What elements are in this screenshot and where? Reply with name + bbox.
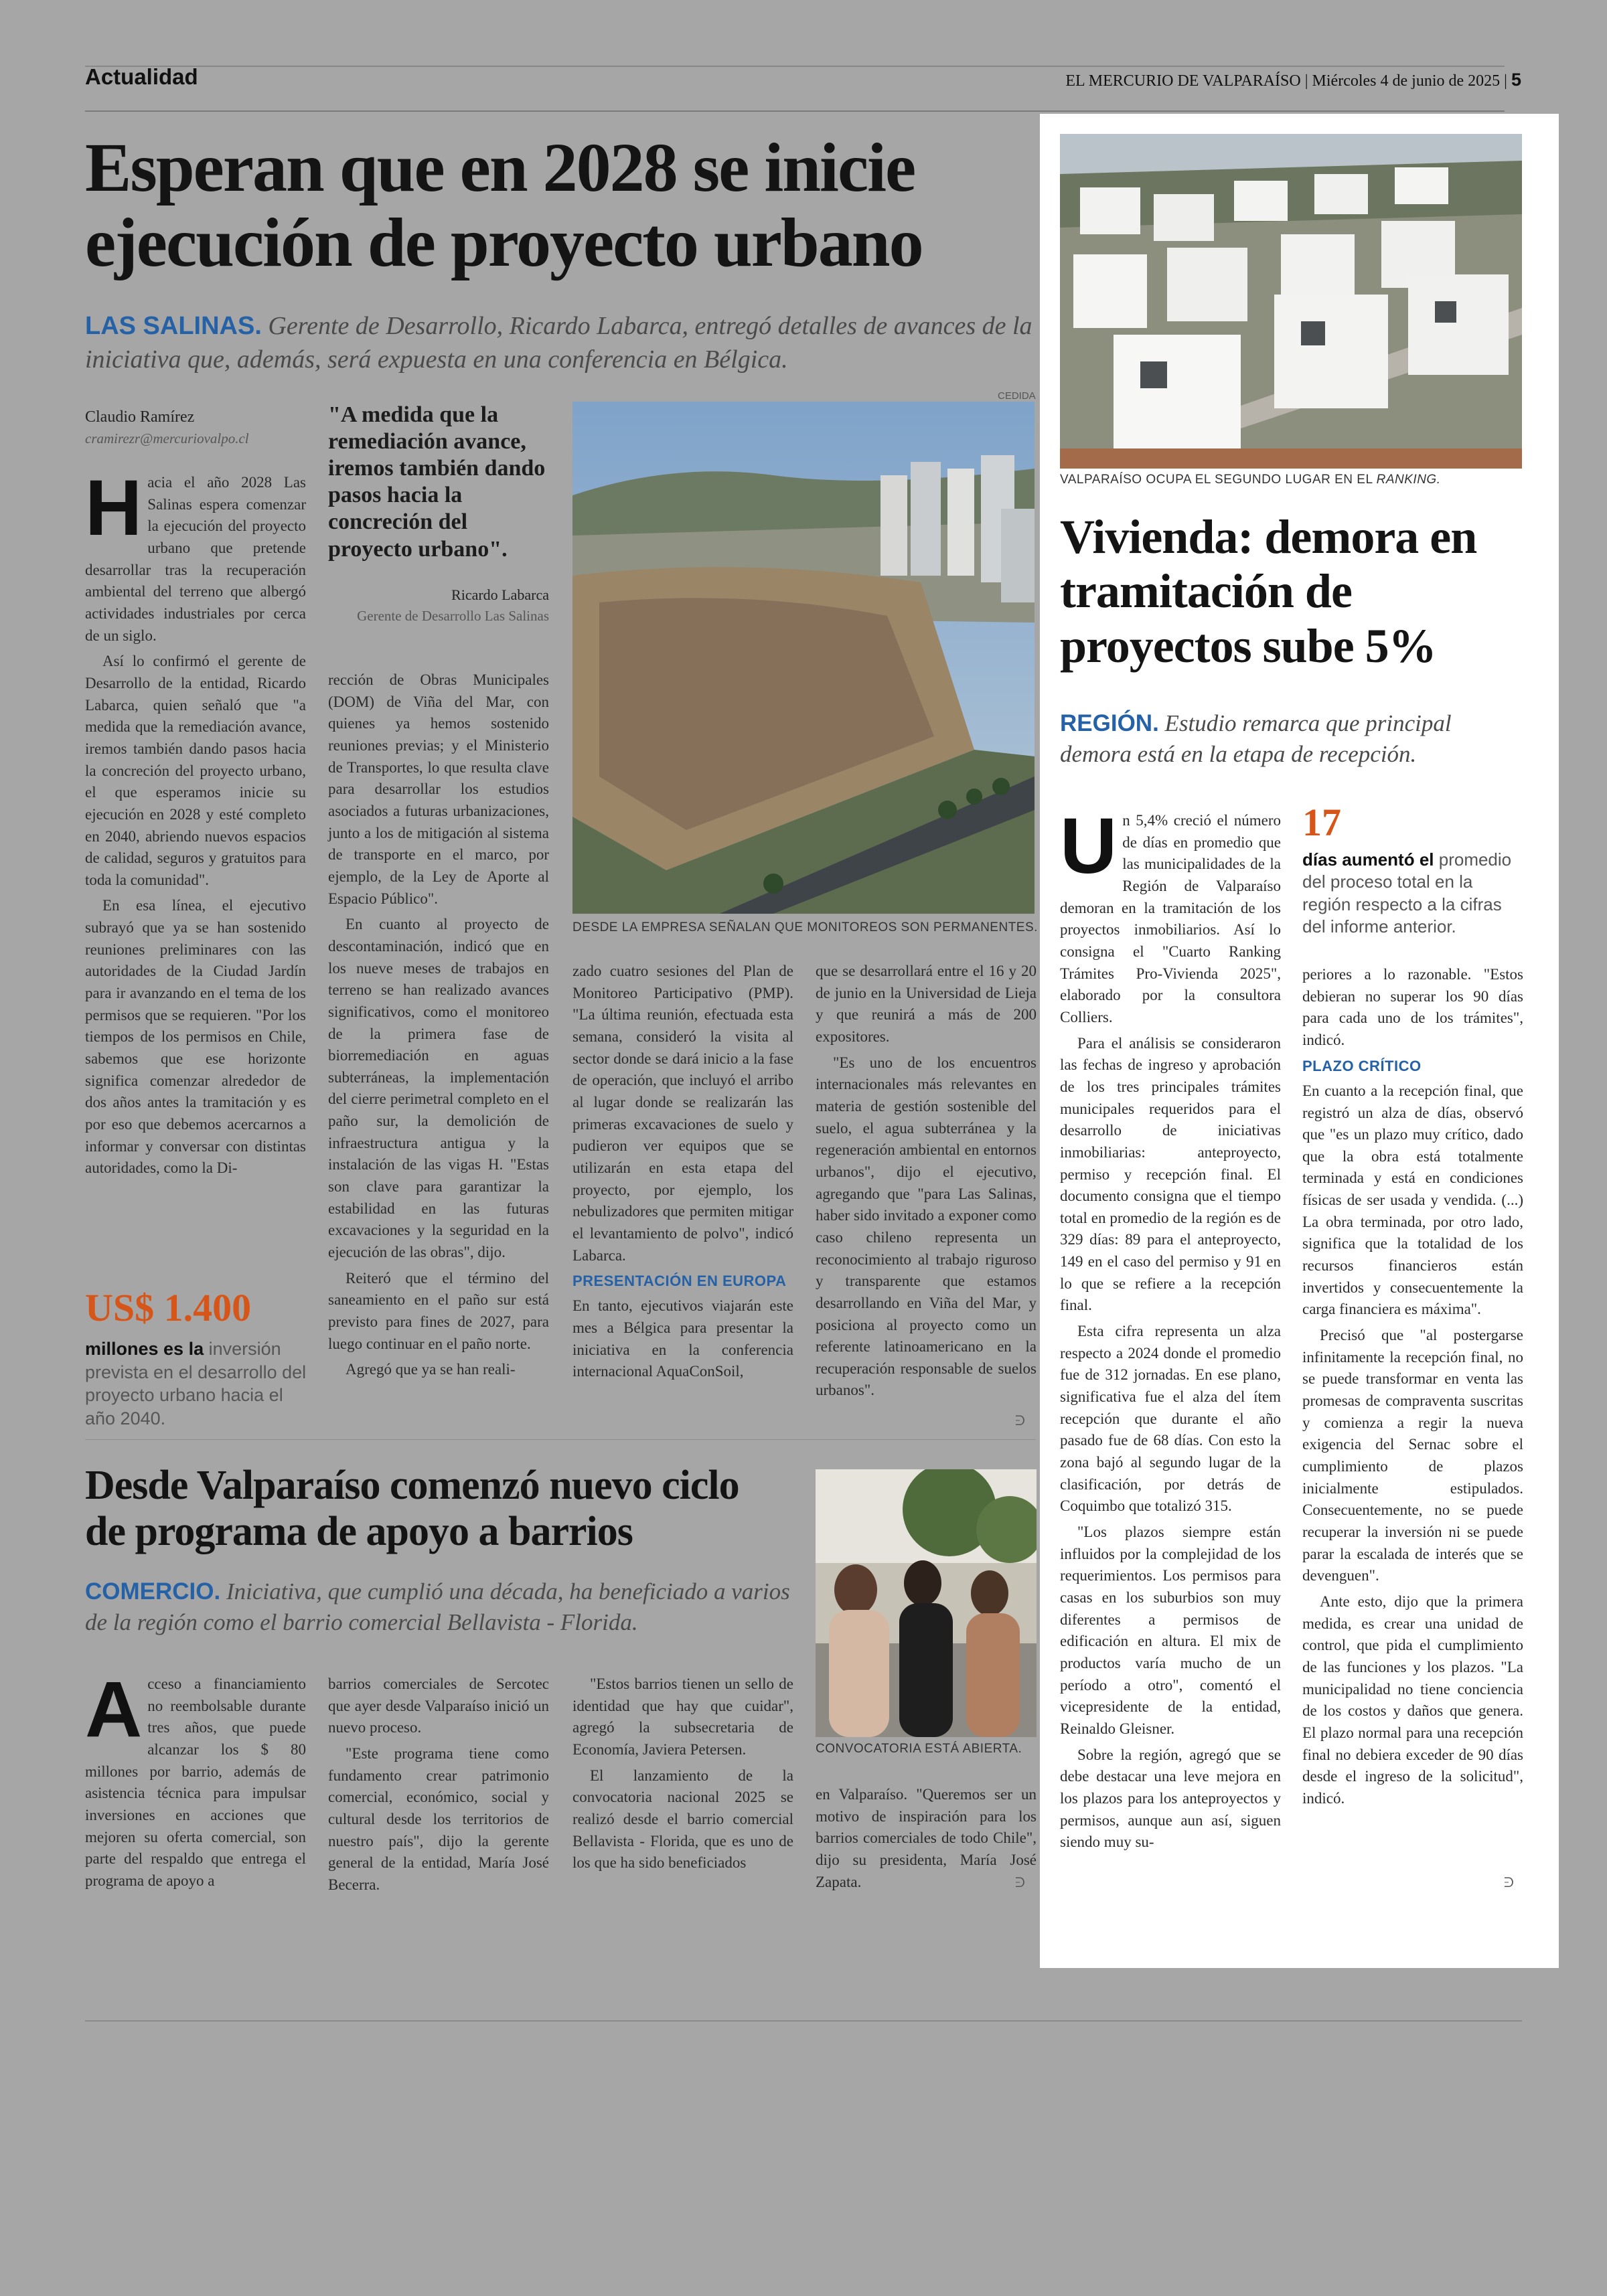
paragraph: acia el año 2028 Las Salinas espera comenzar la ejecución del proyecto urbano que pretende desarrollar tras la recuperación ambiental del terreno que albergó actividades industriales por cerca de un siglo. [85, 474, 306, 644]
side-headline: Vivienda: demora en tramitación de proyectos sube 5% [1060, 510, 1477, 673]
byline-email: cramirezr@mercuriovalpo.cl [85, 430, 249, 446]
street-photo-caption: CONVOCATORIA ESTÁ ABIERTA. [816, 1742, 1022, 1756]
aerial-photo-caption: DESDE LA EMPRESA SEÑALAN QUE MONITOREOS SON PERMANENTES. [572, 920, 1038, 934]
drop-cap: H [85, 464, 143, 552]
paragraph: zado cuatro sesiones del Plan de Monitoreo Participativo (PMP). "La última reunión, efectuada esta semana, consideró la visita al sector donde se dará inicio a la fase de operación, que incluyó el arribo al lugar donde se realizarán las primeras excavaciones de suelo y pudieron ver equipos que se utilizarán en esta etapa del proyecto, por ejemplo, los nebulizadores que permiten mitigar el levantamiento de polvo", indicó Labarca. [572, 963, 793, 1264]
paragraph: que se desarrollará entre el 16 y 20 de junio en la Universidad de Lieja y que reunirá a más de 200 expositores. [816, 963, 1037, 1045]
main-headline: Esperan que en 2028 se inicie ejecución de proyecto urbano [85, 129, 923, 282]
side-column-2 [1302, 964, 1523, 1814]
paragraph: Ante esto, dijo que la primera medida, es crear una unidad de control, que pida el cumplimiento de las funciones y los plazos. "La municipalidad no tiene conciencia de los costos y daños que genera. El plazo normal para una recepción final no debiera exceder de 90 días desde el ingreso de la solicitud", indicó. [1302, 1592, 1523, 1807]
housing-photo [1060, 134, 1522, 469]
paragraph: barrios comerciales de Sercotec que ayer desde Valparaíso inició un nuevo proceso. [328, 1675, 549, 1736]
paragraph: "Los plazos siempre están influidos por la complejidad de los requerimientos. Los permisos para casas en los suburbios son muy diferentes a permisos de edificación en altura. El mix de productos varía mucho de un período a otro", comentó el vicepresidente de la entidad, Reinaldo Gleisner. [1060, 1524, 1281, 1737]
section-label: Actualidad [85, 64, 198, 89]
paragraph: Precisó que "al postergarse infinitamente la recepción final, no se puede transformar en venta las promesas de compraventa suscritas y comienza a regir la nueva exigencia del Sernac sobre el cumplimiento de plazos inicialmente estipulados. Consecuentemente, no se puede recuperar la inversión ni se puede parar la escalada de interés que se devenguen". [1302, 1327, 1523, 1584]
quote-role: Gerente de Desarrollo Las Salinas [357, 608, 549, 624]
aerial-photo [572, 402, 1035, 914]
paragraph: En tanto, ejecutivos viajarán este mes a Bélgica para presentar la iniciativa en la conferencia internacional AquaConSoil, [572, 1297, 793, 1380]
paragraph: En cuanto al proyecto de descontaminación, indicó que en los nueve meses de trabajos en terreno se han realizado avances significativos, como el monitoreo de la primera fase de biorremediación en aguas subterráneas, la implementación del cierre perimetral completo en el paño sur, la demolición de infraestructura antigua y la instalación de las vigas H. "Estas son clave para garantizar la estabilidad en las futuras excavaciones y la seguridad en la ejecución de las obras", dijo. [328, 916, 549, 1261]
caption-text: VALPARAÍSO OCUPA EL SEGUNDO LUGAR EN EL [1060, 473, 1373, 487]
second-column-2 [328, 1673, 549, 1900]
stat-desc: inversión prevista en el desarrollo del proyecto urbano hacia el año 2040. [85, 1339, 307, 1428]
paragraph: "Estos barrios tienen un sello de identidad que hay que cuidar", agregó la subsecretaria de Economía, Javiera Petersen. [572, 1675, 793, 1758]
main-column-3 [572, 961, 793, 1387]
byline-name: Claudio Ramírez [85, 408, 195, 426]
stat-desc: promedio del proceso total en la región respecto a la cifras del informe anterior. [1302, 849, 1512, 936]
side-deck-text: Estudio remarca que principal demora está en la etapa de recepción. [1060, 710, 1452, 768]
stat-bold: millones es la [85, 1339, 204, 1359]
pull-quote: "A medida que la remediación avance, iremos también dando pasos hacia la concreción del proyecto urbano". [328, 402, 546, 562]
second-kicker: COMERCIO. [85, 1578, 221, 1605]
side-column-1 [1060, 802, 1281, 1858]
paragraph: Agregó que ya se han reali- [346, 1361, 516, 1378]
side-kicker: REGIÓN. [1060, 710, 1159, 736]
stat-days-value: 17 [1302, 801, 1341, 844]
main-column-2 [328, 669, 549, 1385]
second-column-1 [85, 1665, 306, 1896]
masthead: EL MERCURIO DE VALPARAÍSO | Miércoles 4 de junio de 2025 | 5 [1065, 70, 1521, 90]
paragraph: Sobre la región, agregó que se debe destacar una leve mejora en los plazos para los anteproyectos y permisos, aunque aun así, siguen siendo muy su- [1060, 1746, 1281, 1851]
end-mark: ᕭ [1015, 1412, 1025, 1428]
paragraph: Para el análisis se consideraron las fechas de ingreso y aprobación de los tres principales trámites municipales requeridos para el desarrollo de iniciativas inmobiliarias: anteproyecto, permiso y recepción final. El documento consigna que el tiempo total en promedio de la región es de 329 días: 89 para el anteproyecto, 149 en el caso del permiso y 91 en lo que se refiere a la recepción final. [1060, 1034, 1281, 1314]
paragraph: rección de Obras Municipales (DOM) de Viña del Mar, con quienes ya hemos sostenido reuniones previas; y el Ministerio de Transportes, lo que resulta clave para desarrollar los estudios asociados a futuras urbanizaciones, junto a los de mitigación al sistema de transporte en el marco, por ejemplo, de la Ley de Aporte al Espacio Público". [328, 671, 549, 907]
paragraph: Reiteró que el término del saneamiento en el paño sur está previsto para fines de 2027, para luego continuar en el paño norte. [328, 1269, 549, 1352]
housing-photo-caption [1060, 473, 1440, 487]
main-kicker: LAS SALINAS. [85, 312, 262, 340]
second-deck-text: Iniciativa, que cumplió una década, ha beneficiado a varios de la región como el barrio comercial Bellavista - Florida. [85, 1578, 790, 1636]
paragraph: "Es uno de los encuentros internacionales más relevantes en materia de gestión sostenible del suelo, el agua subterránea y la regeneración ambiental en entornos urbanos", dijo el ejecutivo, agregando que "para Las Salinas, haber sido invitado a exponer como caso chileno representa un reconocimiento al trabajo riguroso y transparente que estamos desarrollando en Viña del Mar, y posiciona al proyecto como un referente latinoamericano en la recuperación responsable de suelos urbanos". [816, 1054, 1037, 1399]
stat-bold: días aumentó el [1302, 849, 1434, 870]
side-deck [1060, 708, 1522, 770]
end-mark: ᕭ [1015, 1874, 1025, 1890]
second-column-4 [816, 1784, 1037, 1897]
second-deck [85, 1576, 795, 1638]
newspaper-name: EL MERCURIO DE VALPARAÍSO [1065, 72, 1301, 90]
second-headline: Desde Valparaíso comenzó nuevo ciclo de programa de apoyo a barrios [85, 1463, 739, 1555]
subhead-plazo-critico: PLAZO CRÍTICO [1302, 1057, 1422, 1074]
photo-credit: CEDIDA [998, 390, 1036, 402]
paragraph: Esta cifra representa un alza respecto a 2024 donde el promedio fue de 312 jornadas. En ese plano, significativa fue el alza del ítem recepción que durante el año pasado fue de 68 días. Con esto la zona bajó al segundo lugar de la clasificación, por detrás de Coquimbo que totalizó 315. [1060, 1323, 1281, 1515]
second-column-3 [572, 1673, 793, 1878]
paragraph: cceso a financiamiento no reembolsable durante tres años, que puede alcanzar los $ 80 millones por barrio, además de asistencia técnica para impulsar inversiones en acciones que mejoren su oferta comercial, son parte del respaldo que entrega el programa de apoyo a [85, 1675, 306, 1889]
main-column-4 [816, 961, 1037, 1406]
paragraph: n 5,4% creció el número de días en promedio que las municipalidades de la Región de Valparaíso demoran en la tramitación de los proyectos inmobiliarios. Así lo consigna el "Cuarto Ranking Trámites Pro-Vivienda 2025", elaborado por la consultora Colliers. [1060, 812, 1281, 1026]
page-number: 5 [1511, 70, 1521, 90]
drop-cap: A [85, 1665, 143, 1754]
main-column-1 [85, 464, 306, 1183]
stat-investment-text [85, 1337, 313, 1430]
paragraph: "Este programa tiene como fundamento crear patrimonio comercial, económico, social y cultural desde los territorios de nuestro país", dijo la gerente general de la entidad, María José Becerra. [328, 1744, 549, 1893]
paragraph: En cuanto a la recepción final, que registró un alza de días, observó que "es un plazo muy crítico, dado que la obra está totalmente terminada y está en condiciones físicas de ser usada y vendida. (...) La obra terminada, por otro lado, significa que la totalidad de los recursos financieros están invertidos y consecuentemente la carga financiera es máxima". [1302, 1082, 1523, 1318]
paragraph: En esa línea, el ejecutivo subrayó que ya se han sostenido reuniones preliminares con las autoridades de la Ciudad Jardín para ir avanzando en el tema de los permisos que se requieren. "Por los tiempos de los permisos en Chile, sabemos que ese horizonte significa comenzar alrededor de dos años antes la tramitación y es por eso que debemos acercarnos a informar y conversar con distintas autoridades, como la Di- [85, 897, 306, 1177]
main-deck [85, 309, 1036, 376]
stat-days-text [1302, 849, 1523, 938]
caption-italic: RANKING. [1376, 473, 1441, 487]
main-deck-text: Gerente de Desarrollo, Ricardo Labarca, entregó detalles de avances de la iniciativa que, además, será expuesta en una conferencia en Bélgica. [85, 312, 1032, 374]
paragraph: El lanzamiento de la convocatoria nacional 2025 se realizó desde el barrio comercial Bellavista - Florida, que es uno de los que ha sido beneficiados [572, 1767, 793, 1872]
quote-name: Ricardo Labarca [451, 586, 549, 603]
paragraph: Así lo confirmó el gerente de Desarrollo de la entidad, Ricardo Labarca, quien señaló que "a medida que la remediación avance, iremos también dando pasos hacia la concreción del proyecto urbano, el que esperamos inicie su ejecución en 2028 y esté completo en 2040, abriendo nuevos espacios de calidad, seguros y gratuitos para toda la comunidad". [85, 653, 306, 888]
street-photo [816, 1469, 1037, 1737]
paragraph: periores a lo razonable. "Estos debieran no superar los 90 días para cada uno de los trámites", indicó. [1302, 966, 1523, 1048]
drop-cap: U [1060, 802, 1118, 890]
paragraph: en Valparaíso. "Queremos ser un motivo de inspiración para los barrios comerciales de todo Chile", dijo su presidenta, María José Zapata. [816, 1786, 1037, 1890]
end-mark: ᕭ [1504, 1874, 1514, 1890]
stat-investment-value: US$ 1.400 [85, 1286, 252, 1329]
subhead-europa: PRESENTACIÓN EN EUROPA [572, 1273, 787, 1290]
issue-date: Miércoles 4 de junio de 2025 [1312, 72, 1501, 90]
